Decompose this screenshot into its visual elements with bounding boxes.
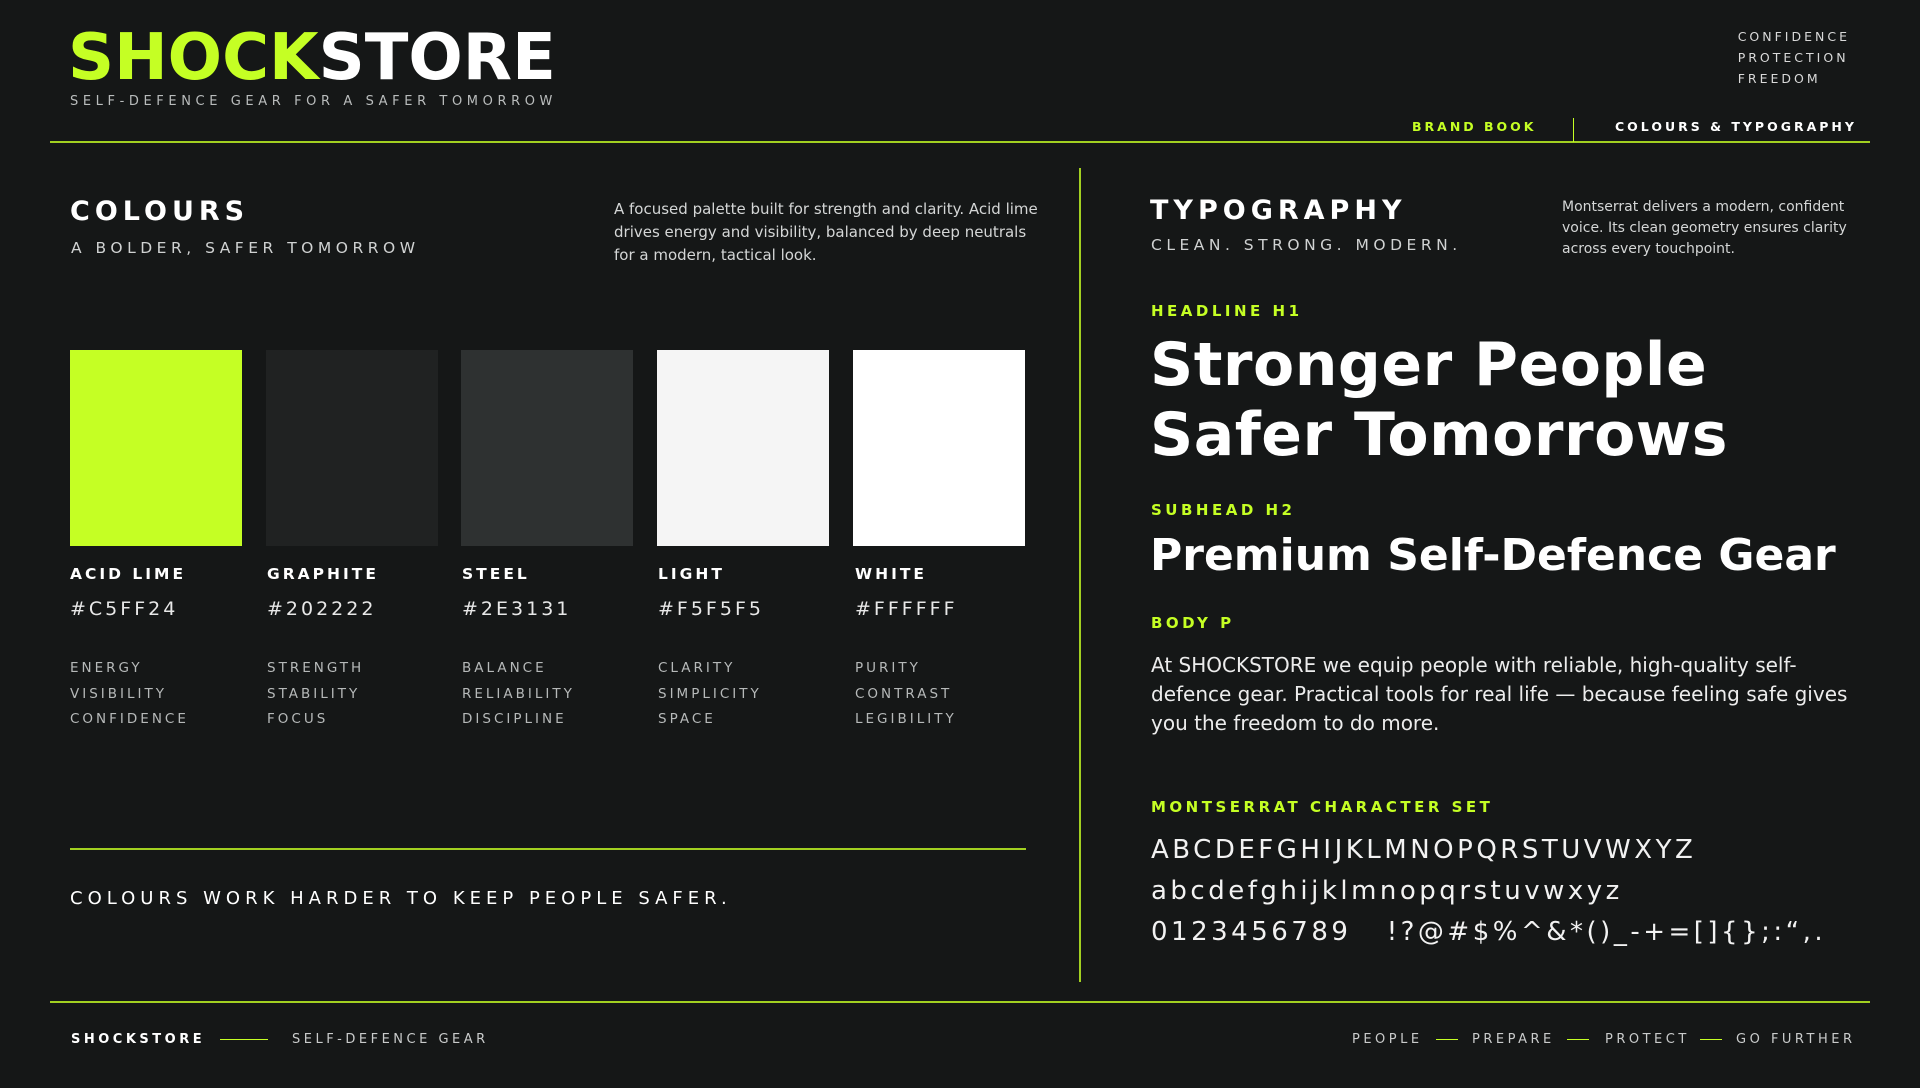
keyword: PURITY (855, 660, 921, 676)
breadcrumb-brand-book: BRAND BOOK (1412, 119, 1537, 134)
brand-logo (68, 22, 556, 94)
keyword: FOCUS (267, 711, 329, 727)
character-set (1151, 830, 1826, 953)
keyword: SIMPLICITY (658, 685, 762, 702)
typography-subtitle: CLEAN. STRONG. MODERN. (1151, 236, 1462, 254)
charset-label: MONTSERRAT CHARACTER SET (1151, 798, 1494, 816)
logo-part-shock: SHOCK (68, 21, 319, 95)
typography-title: TYPOGRAPHY (1150, 195, 1407, 226)
keyword: CONTRAST (855, 685, 953, 702)
section-divider (1079, 168, 1081, 982)
keyword: SPACE (658, 711, 716, 727)
breadcrumb-separator (1573, 118, 1574, 142)
swatch-keywords (267, 656, 364, 733)
keyword: CLARITY (658, 660, 736, 676)
swatch-hex: #F5F5F5 (658, 598, 764, 620)
body-sample: At SHOCKSTORE we equip people with reliable, high-quality self-defence gear. Practical tools for real life — because feeling safe gives you the freedom to do more. (1151, 653, 1848, 735)
colours-title: COLOURS (70, 196, 250, 227)
swatch-hex: #FFFFFF (855, 598, 958, 620)
keyword: BALANCE (462, 660, 547, 676)
swatch-name: ACID LIME (70, 565, 187, 583)
footer-dash (1567, 1039, 1589, 1040)
logo-part-store: STORE (318, 21, 556, 95)
charset-uppercase: ABCDEFGHIJKLMNOPQRSTUVWXYZ (1151, 835, 1697, 865)
brand-value: CONFIDENCE (1737, 29, 1850, 44)
keyword: VISIBILITY (70, 685, 168, 702)
colours-statement: COLOURS WORK HARDER TO KEEP PEOPLE SAFER. (70, 888, 732, 909)
swatch-name: WHITE (855, 565, 927, 583)
swatch-keywords (658, 656, 762, 733)
footer-value-go-further: GO FURTHER (1736, 1032, 1856, 1047)
swatch-name: STEEL (462, 565, 530, 583)
swatch-light (657, 350, 829, 546)
breadcrumb-current-section: COLOURS & TYPOGRAPHY (1615, 119, 1857, 134)
h1-label: HEADLINE H1 (1151, 302, 1303, 320)
footer-dash (220, 1039, 268, 1040)
footer-value-protect: PROTECT (1605, 1032, 1690, 1047)
keyword: ENERGY (70, 660, 143, 676)
charset-lowercase: abcdefghijklmnopqrstuvwxyz (1151, 876, 1623, 906)
swatch-keywords (462, 656, 575, 733)
brand-tagline: SELF-DEFENCE GEAR FOR A SAFER TOMORROW (70, 94, 558, 109)
colours-subtitle: A BOLDER, SAFER TOMORROW (71, 239, 420, 257)
swatch-hex: #202222 (267, 598, 377, 620)
footer-brand: SHOCKSTORE (71, 1032, 206, 1047)
swatch-graphite (266, 350, 438, 546)
colours-description: A focused palette built for strength and clarity. Acid lime drives energy and visibility, balanced by deep neutrals for a modern, tactical look. (614, 200, 1038, 264)
footer-divider (50, 1001, 1870, 1003)
brand-value: PROTECTION (1737, 50, 1849, 65)
headline-line-1: Stronger People (1150, 330, 1708, 400)
footer-dash (1436, 1039, 1458, 1040)
keyword: STABILITY (267, 685, 361, 702)
brand-value: FREEDOM (1737, 71, 1821, 86)
swatch-name: LIGHT (658, 565, 725, 583)
swatch-name: GRAPHITE (267, 565, 379, 583)
swatch-keywords (855, 656, 957, 733)
swatch-white (853, 350, 1025, 546)
headline-sample (1150, 330, 1728, 470)
swatch-hex: #C5FF24 (70, 598, 179, 620)
header-divider (50, 141, 1870, 143)
footer-dash (1700, 1039, 1722, 1040)
colours-divider (70, 848, 1026, 850)
footer-value-people: PEOPLE (1352, 1032, 1423, 1047)
swatch-steel (461, 350, 633, 546)
swatch-hex: #2E3131 (462, 598, 572, 620)
swatch-keywords (70, 656, 189, 733)
body-label: BODY P (1151, 614, 1235, 632)
keyword: CONFIDENCE (70, 711, 189, 727)
brand-values (1738, 26, 1850, 89)
footer-category: SELF-DEFENCE GEAR (292, 1032, 489, 1047)
keyword: LEGIBILITY (855, 711, 957, 727)
h2-label: SUBHEAD H2 (1151, 501, 1296, 519)
keyword: STRENGTH (267, 660, 365, 676)
typography-description: Montserrat delivers a modern, confident voice. Its clean geometry ensures clarity across every touchpoint. (1562, 199, 1847, 257)
keyword: DISCIPLINE (462, 711, 567, 727)
subhead-sample: Premium Self-Defence Gear (1150, 530, 1836, 581)
footer-value-prepare: PREPARE (1472, 1032, 1555, 1047)
swatch-acid-lime (70, 350, 242, 546)
charset-digits-symbols: 0123456789 !?@#$%^&*()_-+=[]{};:“,. (1151, 917, 1827, 947)
keyword: RELIABILITY (462, 685, 575, 702)
headline-line-2: Safer Tomorrows (1150, 400, 1728, 470)
